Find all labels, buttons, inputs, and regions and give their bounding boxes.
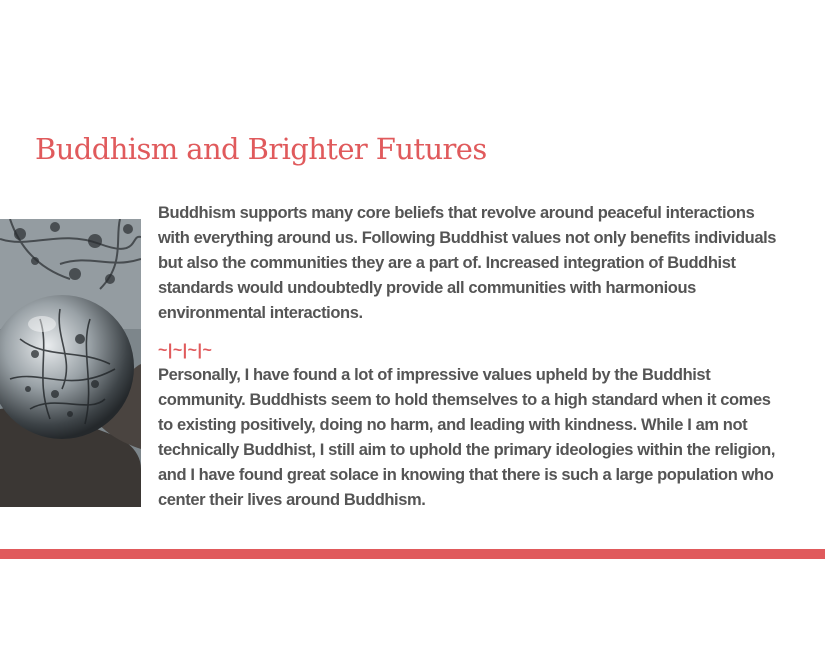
slide-title: Buddhism and Brighter Futures xyxy=(35,132,487,166)
paragraph-2: Personally, I have found a lot of impressive values upheld by the Buddhist community. Buddhists seem to hold themselves to a high standard when it comes to existing positively, doing no harm, and leading with kindness. While I am not technically Buddhist, I still aim to uphold the primary ideologies within the religion, and I have found great solace in knowing that there is such a large population who center their lives around Buddhism. xyxy=(158,366,776,509)
accent-bar xyxy=(0,549,825,559)
separator: ~|~|~|~ xyxy=(158,342,213,359)
crystal-ball-photo xyxy=(0,219,141,507)
crystal-ball-illustration xyxy=(0,219,141,507)
paragraph-1: Buddhism supports many core beliefs that revolve around peaceful interactions with everything around us. Following Buddhist values not only benefits individuals but also the communities they are a part of. Increased integration of Buddhist standards would undoubtedly provide all communities with harmonious environmental interactions. xyxy=(158,204,777,322)
body-text xyxy=(158,201,788,513)
